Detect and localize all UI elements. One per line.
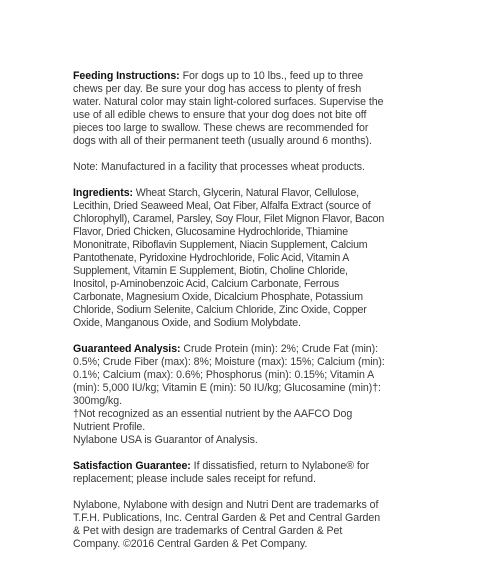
- guaranteed-analysis-heading: Guaranteed Analysis:: [73, 343, 181, 355]
- guarantor-statement: Nylabone USA is Guarantor of Analysis.: [73, 434, 258, 446]
- satisfaction-guarantee-heading: Satisfaction Guarantee:: [73, 460, 191, 472]
- ingredients-text: Wheat Starch, Glycerin, Natural Flavor, Cellulose, Lecithin, Dried Seaweed Meal, Oat Fiber, Alfalfa Extract (source of Chlorophyll), Caramel, Parsley, Soy Flour, Filet Mignon Flavor, Bacon Flavor, Dried Chicken, Glucosamine Hydrochloride, Thiamine Mononitrate, Riboflavin Supplement, Niacin Supplement, Calcium Pantothenate, Pyridoxine Hydrochloride, Folic Acid, Vitamin A Supplement, Vitamin E Supplement, Biotin, Choline Chloride, Inositol, p-Aminobenzoic Acid, Calcium Carbonate, Ferrous Carbonate, Magnesium Oxide, Dicalcium Phosphate, Potassium Chloride, Sodium Selenite, Calcium Chloride, Zinc Oxide, Copper Oxide, Manganous Oxide, and Sodium Molybdate.: [73, 187, 385, 329]
- feeding-instructions-heading: Feeding Instructions:: [73, 70, 180, 82]
- ingredients-section: [73, 187, 385, 330]
- facility-note: Note: Manufactured in a facility that processes wheat products.: [73, 161, 365, 173]
- aafco-footnote: †Not recognized as an essential nutrient by the AAFCO Dog Nutrient Profile.: [73, 408, 353, 433]
- feeding-instructions: [73, 70, 385, 148]
- product-label-text: [73, 70, 385, 564]
- guaranteed-analysis-paragraph: [73, 343, 385, 408]
- satisfaction-guarantee: [73, 460, 385, 486]
- guaranteed-analysis-text: Crude Protein (min): 2%; Crude Fat (min): 0.5%; Crude Fiber (max): 8%; Moisture (max): 15%; Calcium (min): 0.1%; Calcium (max): 0.6%; Phosphorus (min): 0.15%; Vitamin A (min): 5,000 IU/kg; Vitamin E (min): 50 IU/kg; Glucosamine (min)†: 300mg/kg.: [73, 343, 385, 407]
- guaranteed-analysis-section: [73, 343, 385, 447]
- satisfaction-guarantee-text: If dissatisfied, return to Nylabone® for replacement; please include sales receipt for refund.: [73, 460, 370, 485]
- ingredients-heading: Ingredients:: [73, 187, 134, 199]
- feeding-instructions-text: For dogs up to 10 lbs., feed up to three chews per day. Be sure your dog has access to plenty of fresh water. Natural color may stain light-colored surfaces. Supervise the use of all edible chews to ensure that your dog does not bite off pieces too large to swallow. These chews are recommended for dogs with all of their permanent teeth (usually around 6 months).: [73, 70, 384, 147]
- trademark-notice: Nylabone, Nylabone with design and Nutri Dent are trademarks of T.F.H. Publications, Inc. Central Garden & Pet and Central Garden & Pet with design are trademarks of Central Garden & Pet Company. ©2016 Central Garden & Pet Company.: [73, 499, 381, 550]
